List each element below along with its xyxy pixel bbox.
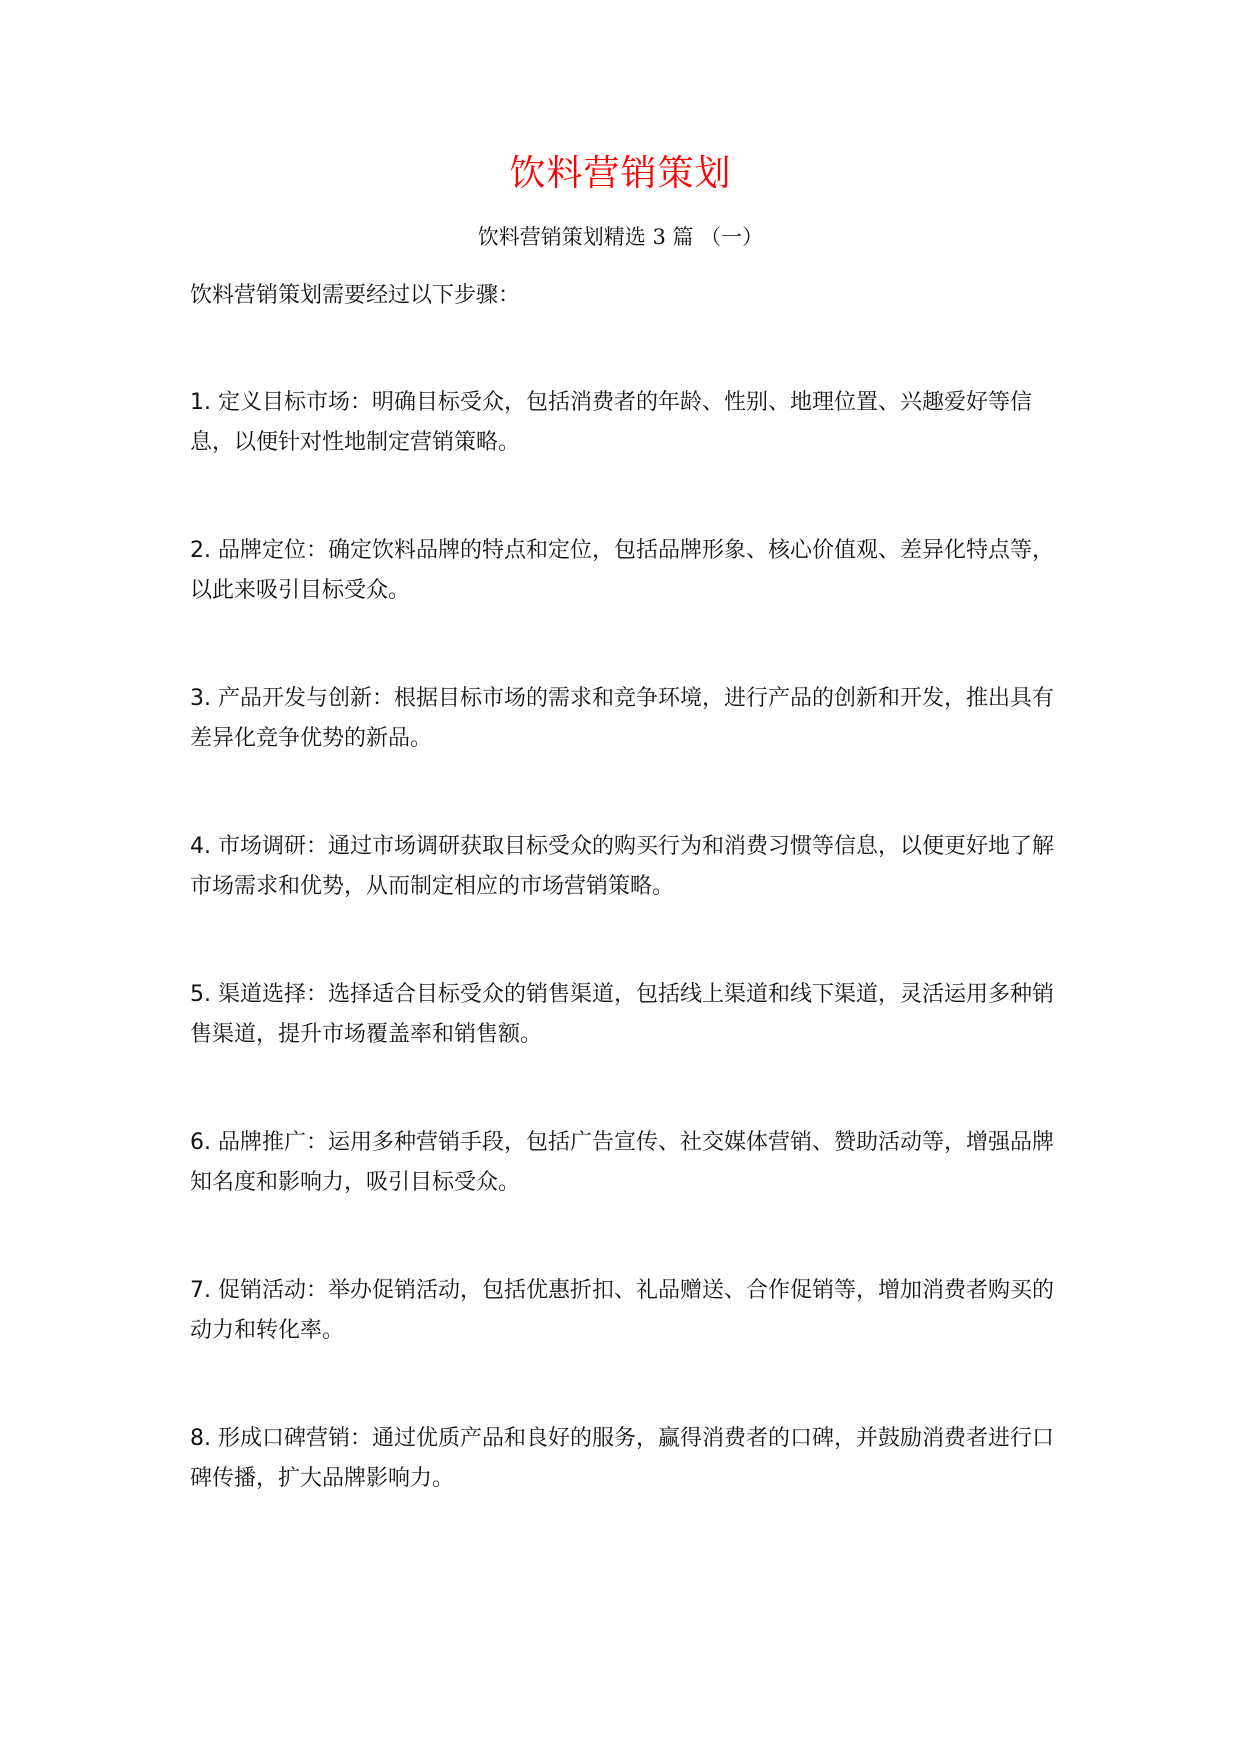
- step-8: 8. 形成口碑营销：通过优质产品和良好的服务，赢得消费者的口碑，并鼓励消费者进行口碑传播，扩大品牌影响力。: [190, 1426, 1054, 1491]
- document-subtitle: 饮料营销策划精选 3 篇 （一）: [477, 225, 764, 249]
- step-7: 7. 促销活动：举办促销活动，包括优惠折扣、礼品赠送、合作促销等，增加消费者购买的动力和转化率。: [190, 1278, 1054, 1343]
- step-3: 3. 产品开发与创新：根据目标市场的需求和竞争环境，进行产品的创新和开发，推出具有差异化竞争优势的新品。: [190, 686, 1054, 751]
- step-5: 5. 渠道选择：选择适合目标受众的销售渠道，包括线上渠道和线下渠道，灵活运用多种销售渠道，提升市场覆盖率和销售额。: [190, 982, 1054, 1047]
- step-6: 6. 品牌推广：运用多种营销手段，包括广告宣传、社交媒体营销、赞助活动等，增强品牌知名度和影响力，吸引目标受众。: [190, 1130, 1054, 1195]
- intro-paragraph: 饮料营销策划需要经过以下步骤：: [190, 283, 521, 308]
- step-1: 1. 定义目标市场：明确目标受众，包括消费者的年龄、性别、地理位置、兴趣爱好等信息，以便针对性地制定营销策略。: [190, 390, 1032, 455]
- step-2: 2. 品牌定位：确定饮料品牌的特点和定位，包括品牌形象、核心价值观、差异化特点等，以此来吸引目标受众。: [190, 538, 1054, 603]
- document-title: 饮料营销策划: [509, 153, 732, 194]
- step-4: 4. 市场调研：通过市场调研获取目标受众的购买行为和消费习惯等信息，以便更好地了解市场需求和优势，从而制定相应的市场营销策略。: [190, 834, 1054, 899]
